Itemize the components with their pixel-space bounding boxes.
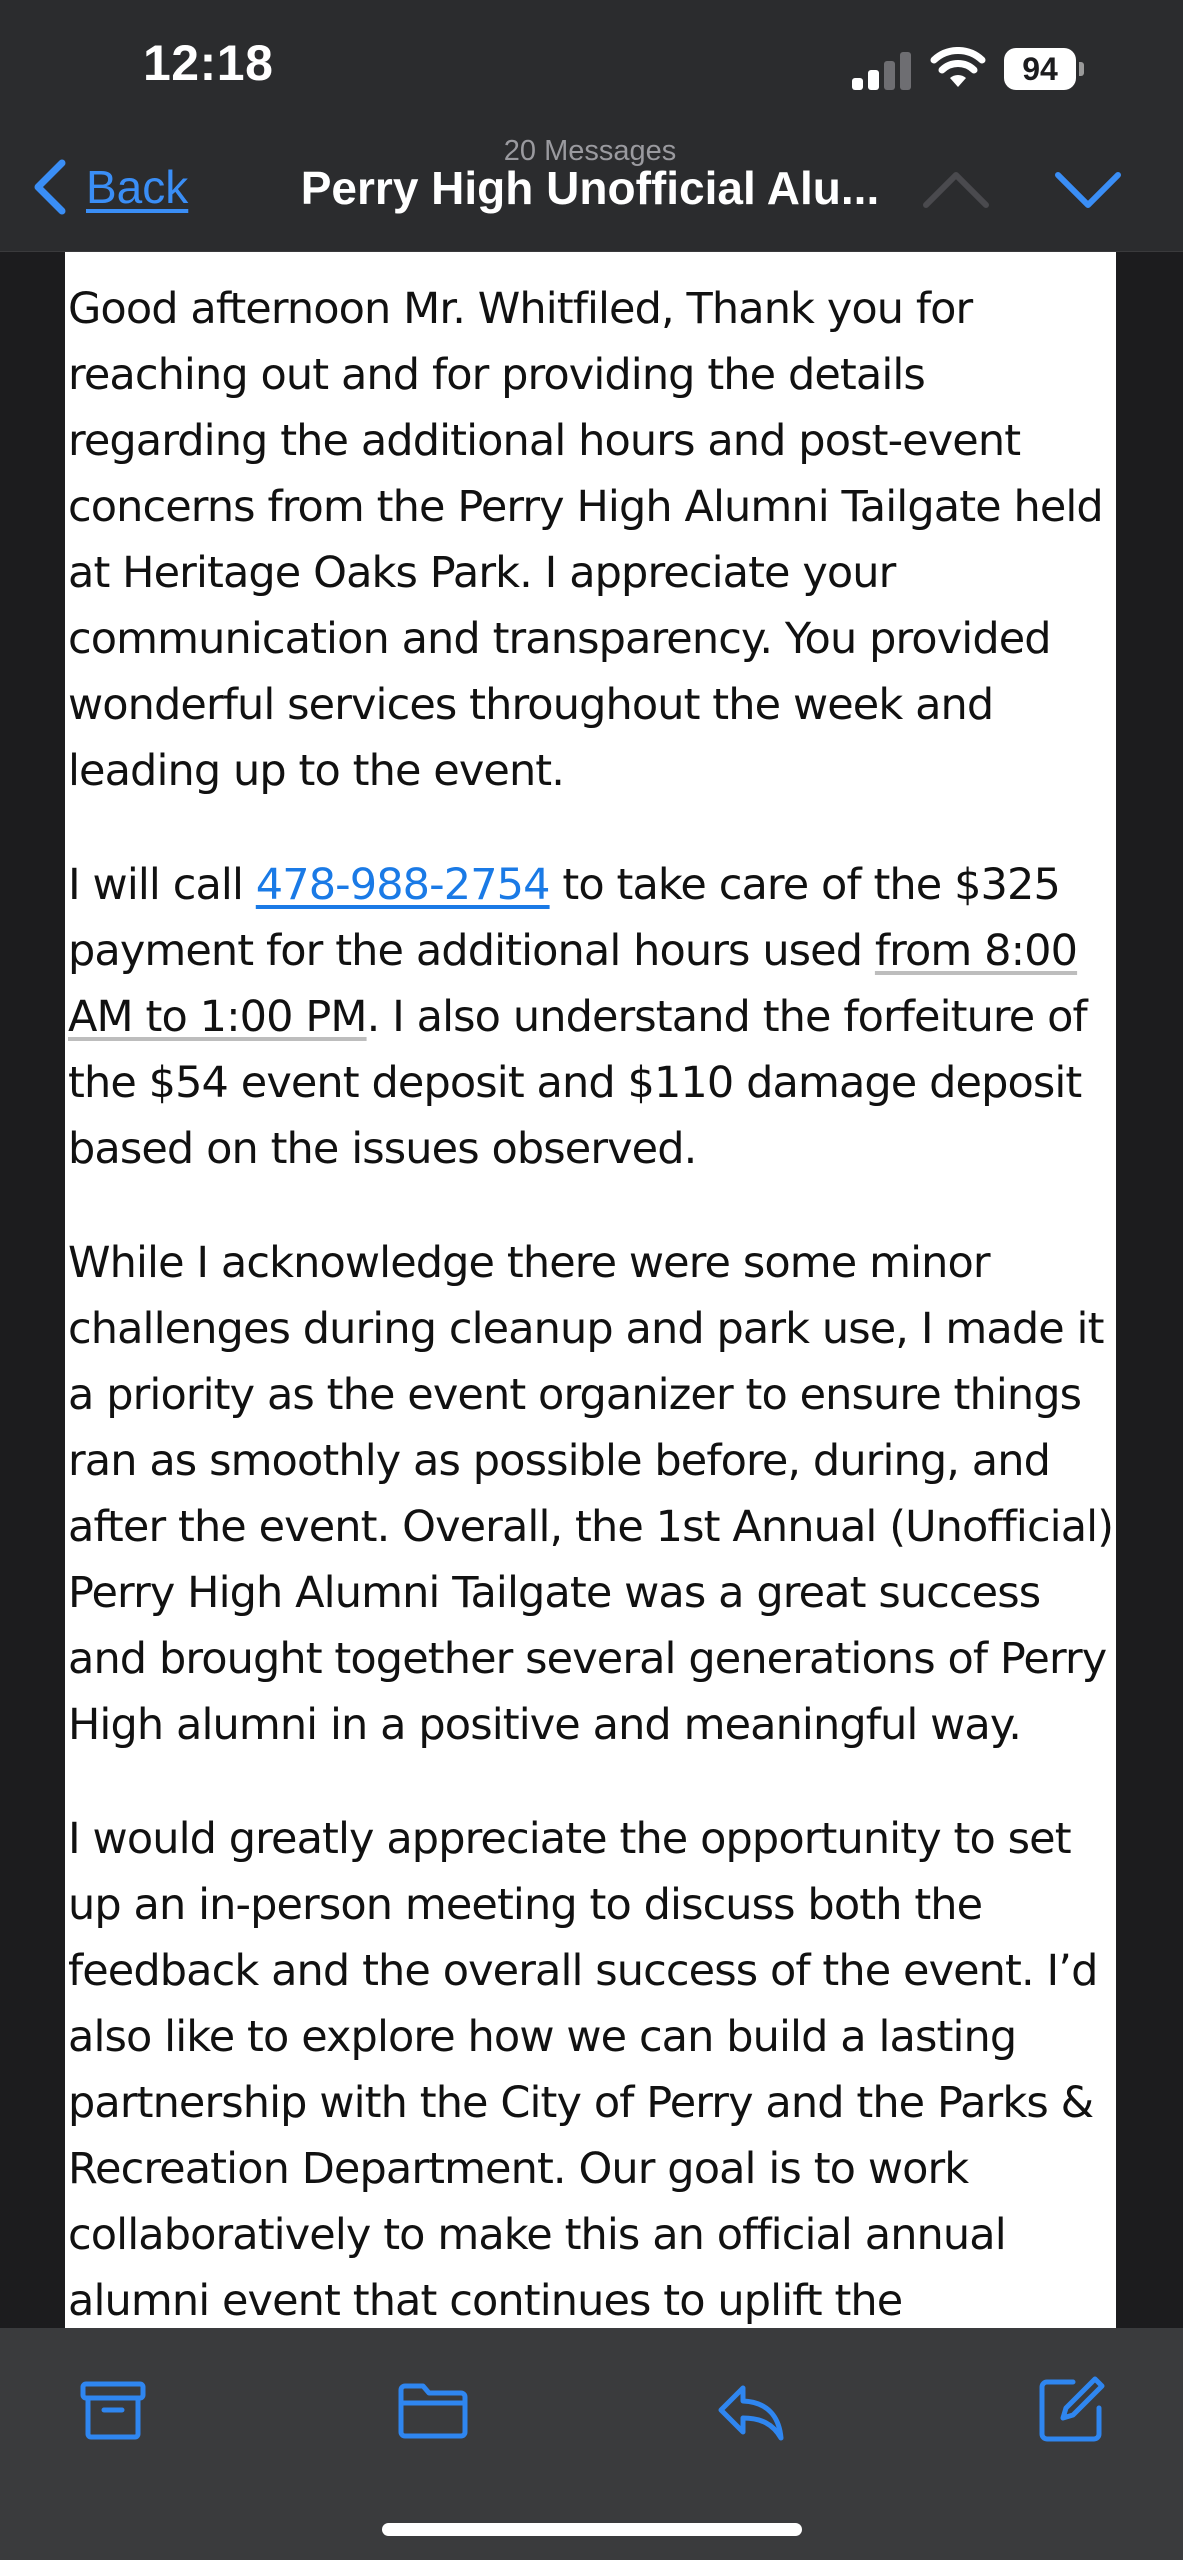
paragraph-2-text-middle: to take care of the $325 payment for the additional hours used — [68, 860, 1060, 976]
archive-icon[interactable] — [75, 2372, 151, 2448]
bottom-toolbar — [0, 2328, 1183, 2560]
message-paragraph-4: I would greatly appreciate the opportunity to set up an in-person meeting to discuss both the feedback and the overall success of the event. I’d also like to explore how we can build a lasting partnership with the City of Perry and the Parks & Recreation Department. Our goal is to work collaboratively to make this an official annual alumni event that continues to uplift the — [68, 1814, 1098, 2326]
wifi-icon — [930, 47, 986, 91]
message-area — [0, 252, 1183, 2328]
phone-number-link[interactable]: 478-988-2754 — [255, 860, 550, 910]
compose-icon[interactable] — [1033, 2372, 1109, 2448]
status-bar — [0, 0, 1183, 135]
battery-tip — [1079, 62, 1084, 76]
paragraph-2-text-start: I will call — [68, 860, 256, 910]
thread-title: Perry High Unofficial Alu... — [300, 162, 880, 214]
folder-icon[interactable] — [395, 2372, 471, 2448]
message-paragraph-3: While I acknowledge there were some minor challenges during cleanup and park use, I made it a priority as the event organizer to ensure things ran as smoothly as possible before, during, and after the event. Overall, the 1st Annual (Unofficial) Perry High Alumni Tailgate was a great success and brought together several generations of Perry High alumni in a positive and meaningful way. — [68, 1238, 1114, 1750]
time-range-link[interactable]: from 8:00 AM to 1:00 PM — [68, 926, 1078, 1042]
reply-icon[interactable] — [713, 2372, 789, 2448]
chevron-left-icon — [30, 157, 70, 217]
message-count: 20 Messages — [503, 135, 677, 167]
message-text — [65, 252, 1114, 2328]
battery-level: 94 — [1004, 48, 1076, 90]
signal-icon — [850, 50, 914, 90]
chevron-down-icon[interactable] — [1052, 165, 1124, 215]
battery-icon — [1004, 48, 1084, 90]
back-button[interactable] — [30, 157, 188, 217]
back-label: Back — [86, 161, 189, 213]
message-body[interactable] — [65, 252, 1116, 2328]
nav-bar — [0, 135, 1183, 252]
message-paragraph-2 — [68, 852, 1114, 1182]
paragraph-2-text-end: . I also understand the forfeiture of the $54 event deposit and $110 damage deposit based on the issues observed. — [68, 992, 1087, 1174]
chevron-up-icon[interactable] — [920, 165, 992, 215]
status-time: 12:18 — [143, 35, 274, 91]
home-indicator[interactable] — [382, 2523, 802, 2536]
message-paragraph-1: Good afternoon Mr. Whitfiled, Thank you for reaching out and for providing the details regarding the additional hours and post-event concerns from the Perry High Alumni Tailgate held at Heritage Oaks Park. I appreciate your communication and transparency. You provided wonderful services throughout the week and leading up to the event. — [68, 284, 1103, 796]
